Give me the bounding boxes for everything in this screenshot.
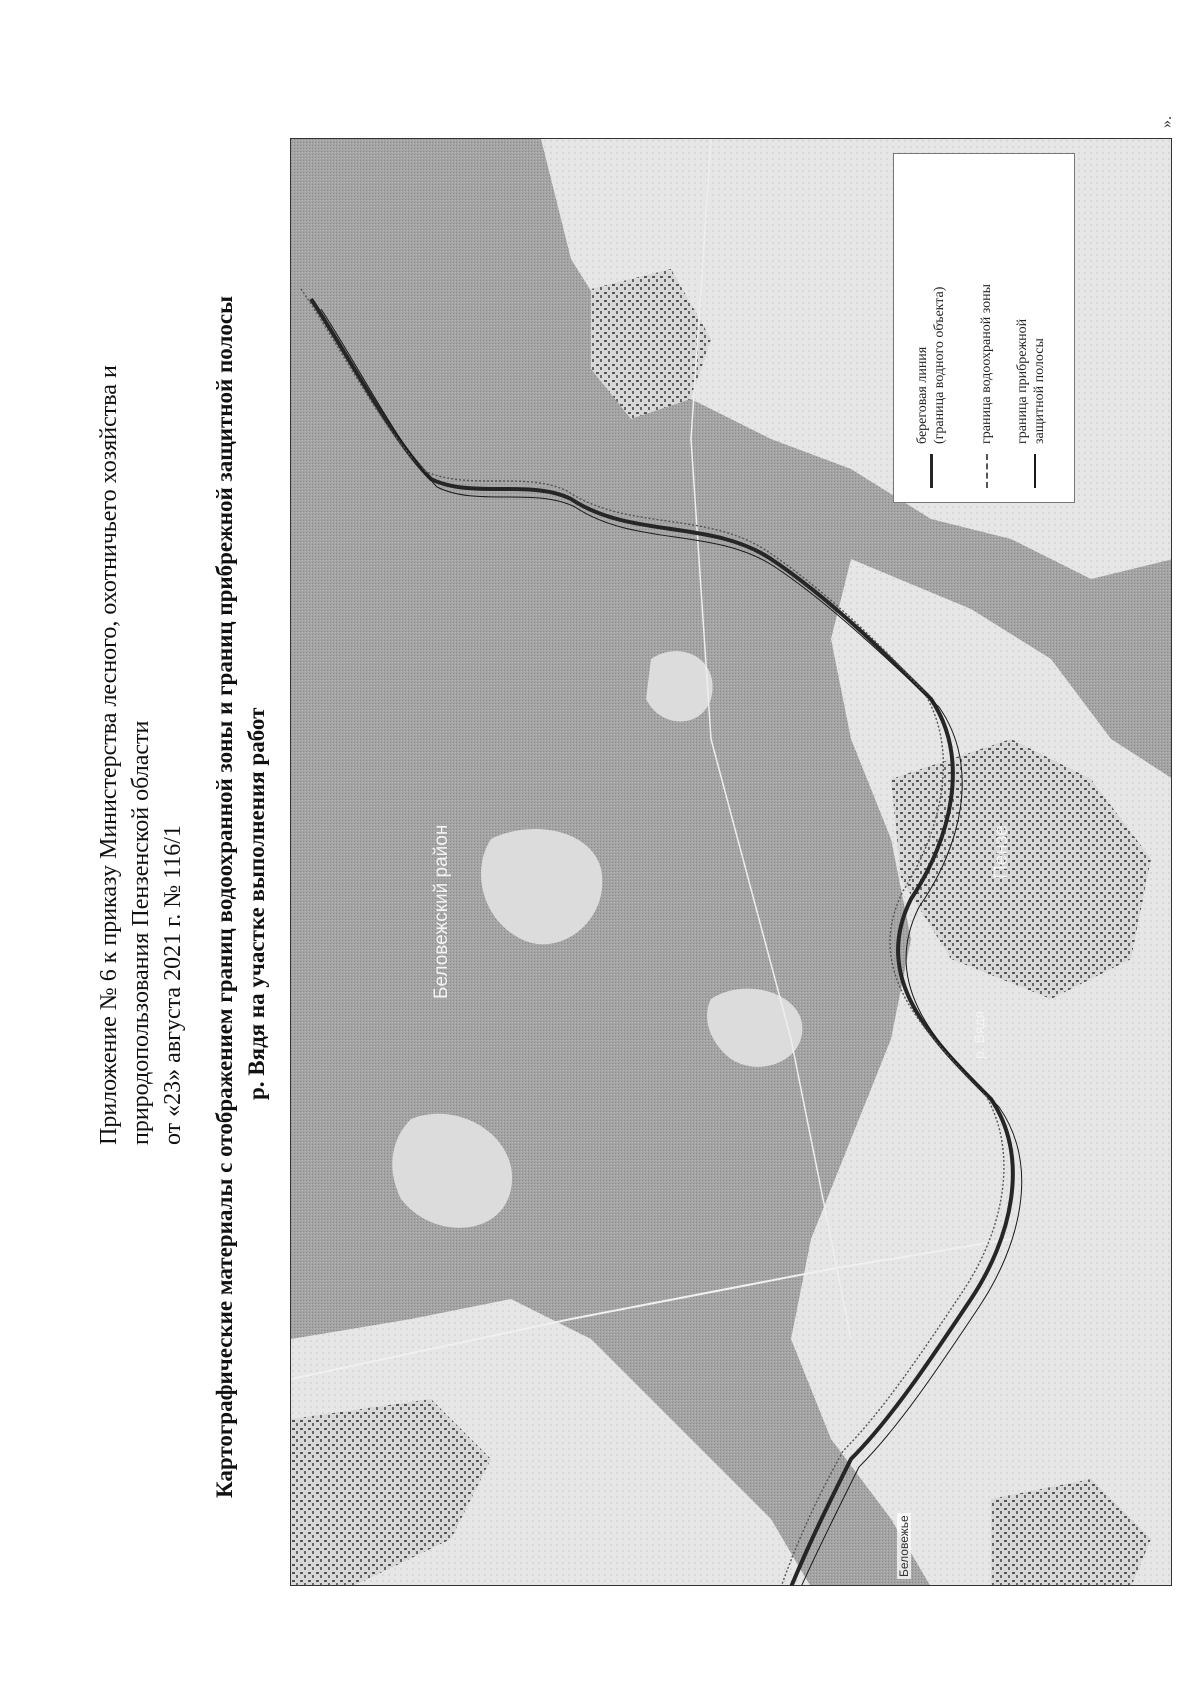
settlement-south-label: Беловежье bbox=[897, 1515, 911, 1577]
legend-label-water-zone: граница водоохраной зоны bbox=[979, 283, 994, 444]
legend-swatch-water-zone bbox=[986, 454, 990, 488]
closing-quote-mark: ». bbox=[1158, 116, 1175, 128]
order-header-line-3: от «23» августа 2021 г. № 116/1 bbox=[160, 825, 186, 1145]
map-frame bbox=[290, 138, 1172, 1586]
forest-area-label: Беловежский район bbox=[431, 824, 452, 999]
order-header-line-1: Приложение № 6 к приказу Министерства лесного, охотничьего хозяйства и bbox=[96, 365, 122, 1145]
legend-label-coastal-strip: граница прибрежной защитной полосы bbox=[1015, 318, 1047, 444]
map-title-line-2: р. Вядя на участке выполнения работ bbox=[244, 707, 269, 1100]
river-name-label: р. Вядя bbox=[971, 1010, 987, 1059]
legend-swatch-coastal-strip bbox=[1034, 454, 1036, 488]
map-legend bbox=[893, 153, 1075, 503]
order-header-line-2: природопользования Пензенской области bbox=[128, 720, 154, 1145]
legend-label-shoreline: береговая линия (граница водного объекта) bbox=[915, 286, 947, 444]
map-title-line-1: Картографические материалы с отображением границ водоохранной зоны и границ прибрежной защитной полосы bbox=[212, 295, 237, 1498]
village-north-label: Пензе bbox=[991, 825, 1012, 879]
legend-swatch-shoreline bbox=[930, 454, 933, 488]
clearing-2 bbox=[646, 651, 713, 721]
